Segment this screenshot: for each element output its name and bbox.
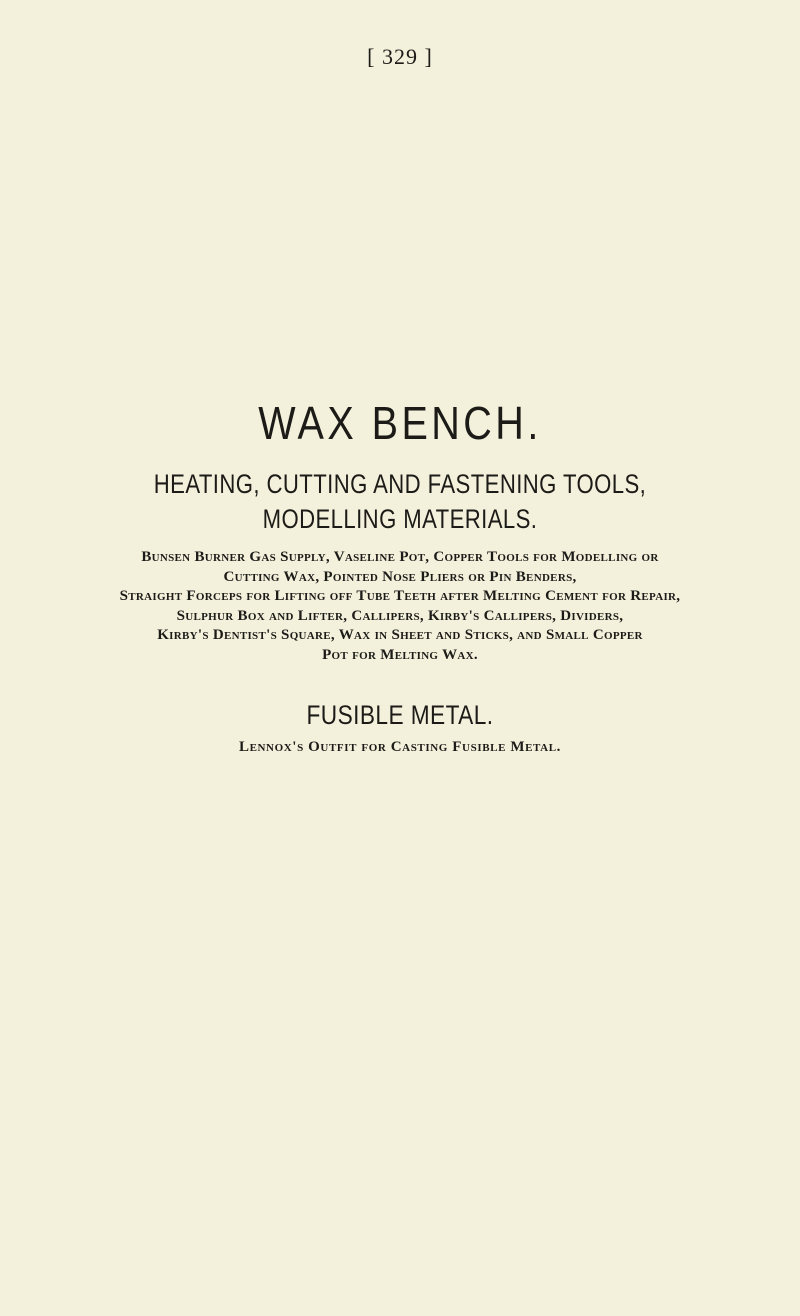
contents-list — [20, 548, 780, 665]
contents-line: Cutting Wax, Pointed Nose Pliers or Pin Benders, — [223, 568, 577, 585]
contents-line: Kirby's Dentist's Square, Wax in Sheet and Sticks, and Small Copper — [157, 627, 643, 643]
contents-line: Straight Forceps for Lifting off Tube Teeth after Melting Cement for Repair, — [119, 588, 681, 604]
contents-line: Bunsen Burner Gas Supply, Vaseline Pot, Copper Tools for Modelling or — [141, 549, 659, 565]
fusible-metal-text: Lennox's Outfit for Casting Fusible Metal. — [238, 739, 562, 755]
contents-line: Sulphur Box and Lifter, Callipers, Kirby's Callipers, Dividers, — [176, 607, 624, 624]
section-title: WAX BENCH. — [258, 397, 542, 449]
contents-line: Pot for Melting Wax. — [322, 646, 478, 663]
page-number: [ 329 ] — [367, 44, 433, 69]
subtitle-line-1: HEATING, CUTTING AND FASTENING TOOLS, — [153, 469, 647, 499]
fusible-metal-heading: FUSIBLE METAL. — [306, 700, 494, 730]
subtitle-line-2: MODELLING MATERIALS. — [262, 504, 538, 534]
